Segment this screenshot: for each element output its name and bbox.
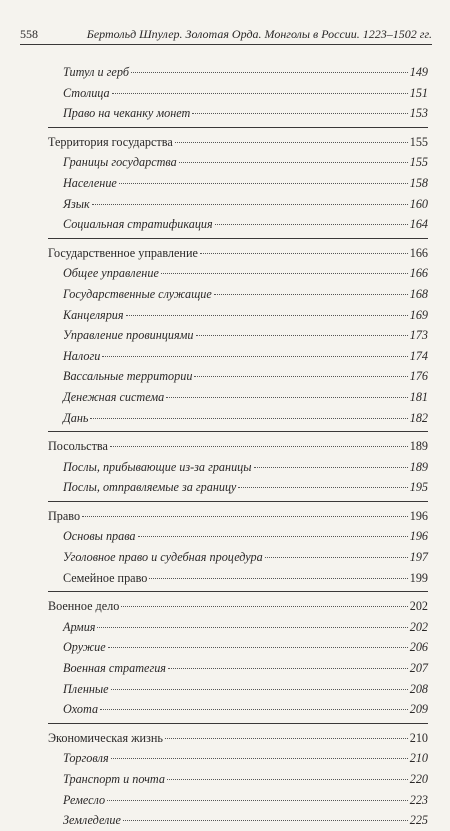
toc-page-number: 176	[409, 369, 428, 384]
section-divider	[48, 723, 428, 724]
dot-leader	[179, 162, 408, 163]
toc-section-row	[48, 436, 428, 457]
dot-leader	[254, 467, 408, 468]
toc-section-label: Территория государства	[48, 134, 173, 149]
toc-entry-row	[63, 103, 428, 124]
toc-page-number: 196	[409, 508, 428, 523]
toc-section-row	[48, 728, 428, 749]
dot-leader	[108, 647, 408, 648]
section-divider	[48, 127, 428, 128]
page-number: 558	[20, 27, 38, 41]
toc-page-number: 206	[409, 640, 428, 655]
toc-entry-label: Дань	[63, 410, 89, 425]
toc-entry-label: Основы права	[63, 529, 136, 544]
dot-leader	[100, 709, 408, 710]
dot-leader	[112, 93, 408, 94]
toc-entry-label: Армия	[63, 619, 96, 634]
dot-leader	[196, 335, 408, 336]
toc-entry-label: Торговля	[63, 751, 109, 766]
dot-leader	[167, 779, 408, 780]
dot-leader	[175, 142, 408, 143]
dot-leader	[138, 536, 408, 537]
toc-entry-row	[63, 568, 428, 589]
toc-page-number: 210	[409, 751, 428, 766]
toc-page-number: 223	[409, 792, 428, 807]
toc-entry-label: Язык	[63, 196, 90, 211]
toc-page-number: 160	[409, 196, 428, 211]
dot-leader	[168, 668, 408, 669]
toc-entry-label: Транспорт и почта	[63, 772, 165, 786]
dot-leader	[165, 738, 408, 739]
toc-entry-row	[63, 214, 428, 235]
toc-entry-label: Военная стратегия	[63, 661, 166, 676]
toc-entry-row	[63, 152, 428, 173]
dot-leader	[102, 356, 407, 357]
toc-page-number: 158	[409, 175, 428, 190]
toc-entry-label: Налоги	[63, 348, 101, 363]
toc-page-number: 197	[409, 550, 428, 565]
toc-page-number: 153	[409, 106, 428, 121]
toc-page-number: 189	[409, 439, 428, 454]
toc-entry-label: Послы, отправляемые за границу	[63, 480, 237, 495]
toc-page-number: 189	[409, 459, 428, 474]
section-divider	[48, 501, 428, 502]
dot-leader	[192, 113, 407, 114]
toc-page-number: 182	[409, 410, 428, 425]
dot-leader	[90, 418, 407, 419]
toc-section-row	[48, 132, 428, 153]
toc-page-number: 208	[409, 681, 428, 696]
toc-section-label: Военное дело	[48, 599, 120, 614]
toc-entry-label: Семейное право	[63, 570, 148, 585]
dot-leader	[110, 446, 408, 447]
toc-page-number: 196	[409, 529, 428, 544]
toc-entry-label: Границы государства	[63, 155, 177, 170]
toc-entry-row	[63, 617, 428, 638]
toc-entry-label: Денежная система	[63, 389, 165, 404]
toc-page-number: 207	[409, 661, 428, 676]
section-divider	[48, 591, 428, 592]
toc-page-number: 199	[409, 570, 428, 585]
toc-entry-label: Население	[63, 175, 117, 190]
toc-entry-row	[63, 346, 428, 367]
dot-leader	[119, 183, 408, 184]
toc-entry-label: Канцелярия	[63, 307, 124, 322]
toc-entry-row	[63, 284, 428, 305]
toc-entry-row	[63, 748, 428, 769]
toc-entry-label: Оружие	[63, 640, 106, 655]
toc-entry-row	[63, 62, 428, 83]
toc-entry-row	[63, 457, 428, 478]
dot-leader	[123, 820, 408, 821]
toc-entry-label: Пленные	[63, 681, 109, 696]
toc-entry-label: Государственные служащие	[63, 286, 212, 301]
toc-page-number: 166	[409, 266, 428, 281]
toc-section-label: Посольства	[48, 439, 108, 454]
toc-entry-row	[63, 637, 428, 658]
dot-leader	[107, 800, 408, 801]
table-of-contents	[0, 62, 450, 831]
toc-page-number: 202	[409, 599, 428, 614]
dot-leader	[126, 315, 408, 316]
toc-page-number: 151	[409, 85, 428, 100]
running-title: Бертольд Шпулер. Золотая Орда. Монголы в России. 1223–1502 гг.	[86, 27, 432, 41]
toc-page-number: 164	[409, 217, 428, 232]
dot-leader	[161, 273, 408, 274]
toc-entry-row	[63, 408, 428, 429]
section-divider	[48, 238, 428, 239]
page-header	[20, 27, 432, 45]
toc-entry-row	[63, 477, 428, 498]
toc-entry-row	[63, 366, 428, 387]
section-divider	[48, 431, 428, 432]
toc-entry-label: Титул и герб	[63, 65, 130, 79]
toc-entry-label: Ремесло	[63, 792, 106, 807]
toc-entry-row	[63, 810, 428, 831]
dot-leader	[111, 758, 408, 759]
dot-leader	[166, 397, 408, 398]
toc-section-row	[48, 596, 428, 617]
toc-entry-row	[63, 83, 428, 104]
dot-leader	[121, 606, 407, 607]
toc-page-number: 195	[409, 480, 428, 495]
toc-page-number: 173	[409, 328, 428, 343]
toc-page-number: 209	[409, 702, 428, 717]
dot-leader	[215, 224, 408, 225]
toc-page-number: 169	[409, 307, 428, 322]
toc-entry-row	[63, 769, 428, 790]
toc-page-number: 210	[409, 730, 428, 745]
toc-entry-row	[63, 325, 428, 346]
toc-entry-row	[63, 699, 428, 720]
toc-entry-row	[63, 679, 428, 700]
toc-entry-label: Послы, прибывающие из-за границы	[63, 459, 252, 474]
toc-section-row	[48, 506, 428, 527]
toc-page-number: 225	[409, 813, 428, 828]
toc-entry-label: Управление провинциями	[63, 328, 194, 343]
toc-page-number: 202	[409, 619, 428, 634]
toc-section-label: Экономическая жизнь	[48, 730, 163, 745]
toc-section-label: Право	[48, 508, 81, 523]
toc-entry-row	[63, 387, 428, 408]
toc-page-number: 149	[409, 65, 428, 79]
toc-section-row	[48, 243, 428, 264]
toc-page-number: 166	[409, 245, 428, 260]
dot-leader	[194, 376, 407, 377]
toc-entry-label: Уголовное право и судебная процедура	[63, 550, 263, 565]
toc-entry-row	[63, 547, 428, 568]
dot-leader	[131, 72, 408, 73]
header-rule	[20, 44, 432, 45]
dot-leader	[97, 627, 407, 628]
toc-entry-row	[63, 526, 428, 547]
dot-leader	[111, 689, 408, 690]
toc-page-number: 155	[409, 134, 428, 149]
toc-page-number: 174	[409, 348, 428, 363]
dot-leader	[265, 557, 408, 558]
toc-entry-label: Общее управление	[63, 266, 159, 281]
toc-entry-row	[63, 263, 428, 284]
toc-entry-row	[63, 790, 428, 811]
toc-page-number: 155	[409, 155, 428, 170]
toc-entry-row	[63, 305, 428, 326]
toc-entry-row	[63, 194, 428, 215]
toc-entry-label: Право на чеканку монет	[63, 106, 191, 121]
toc-entry-row	[63, 658, 428, 679]
dot-leader	[82, 516, 408, 517]
dot-leader	[200, 253, 408, 254]
toc-entry-label: Охота	[63, 702, 99, 717]
toc-entry-label: Столица	[63, 85, 110, 100]
toc-section-label: Государственное управление	[48, 245, 198, 260]
dot-leader	[149, 578, 407, 579]
toc-entry-label: Вассальные территории	[63, 369, 193, 384]
toc-page-number: 181	[409, 389, 428, 404]
toc-page-number: 168	[409, 286, 428, 301]
dot-leader	[238, 487, 407, 488]
dot-leader	[214, 294, 408, 295]
toc-entry-label: Земледелие	[63, 813, 121, 828]
toc-entry-label: Социальная стратификация	[63, 217, 213, 232]
toc-page-number: 220	[409, 772, 428, 786]
toc-entry-row	[63, 173, 428, 194]
dot-leader	[92, 204, 408, 205]
